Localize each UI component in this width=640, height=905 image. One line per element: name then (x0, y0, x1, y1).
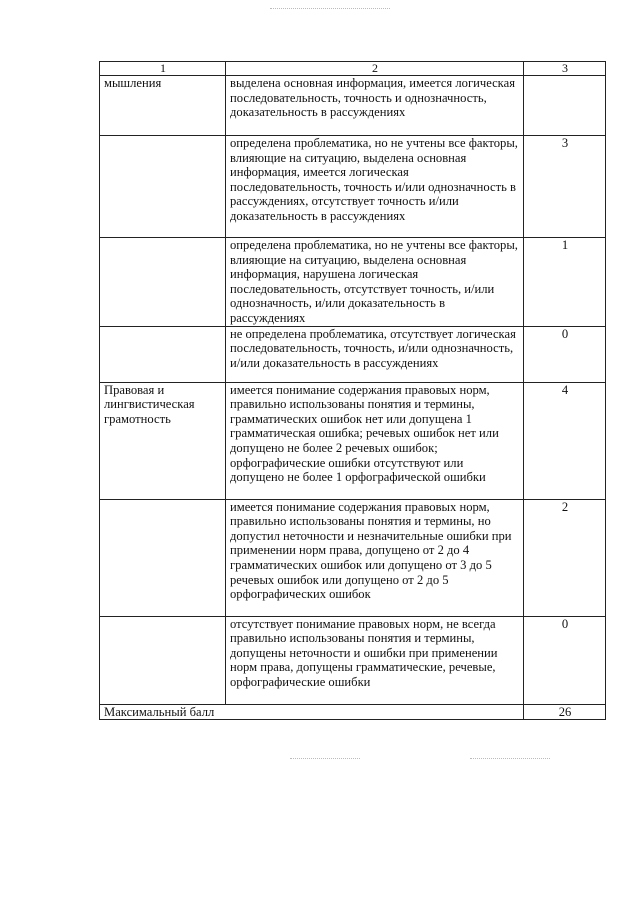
score-cell: 0 (524, 326, 606, 382)
header-column-1: 1 (100, 62, 226, 76)
criterion-cell: мышления (100, 76, 226, 136)
criterion-cell-continued (100, 616, 226, 704)
total-row (100, 704, 606, 719)
score-cell: 2 (524, 499, 606, 616)
score-cell: 1 (524, 238, 606, 327)
description-cell: не определена проблематика, отсутствует логическая последовательность, точность, и/или однозначность, и/или доказательность в рассуждениях (226, 326, 524, 382)
score-cell (524, 76, 606, 136)
table-row (100, 326, 606, 382)
table-row (100, 616, 606, 704)
assessment-rubric-table (99, 61, 606, 720)
scan-artifact (470, 758, 550, 760)
criterion-cell-continued (100, 499, 226, 616)
table-row (100, 382, 606, 499)
header-column-2: 2 (226, 62, 524, 76)
score-cell: 3 (524, 136, 606, 238)
score-cell: 0 (524, 616, 606, 704)
table-row (100, 76, 606, 136)
description-cell: определена проблематика, но не учтены все факторы, влияющие на ситуацию, выделена основная информация, имеется логическая последовательность, точность и/или однозначность в рассуждениях, отсутствует точность и/или доказательность в рассуждениях (226, 136, 524, 238)
criterion-cell-continued (100, 238, 226, 327)
total-label: Максимальный балл (100, 704, 524, 719)
description-cell: отсутствует понимание правовых норм, не всегда правильно использованы понятия и термины, допущены неточности и ошибки при применении норм права, допущены грамматические, речевые, орфографические ошибки (226, 616, 524, 704)
scan-artifact (270, 8, 390, 10)
total-value: 26 (524, 704, 606, 719)
table-row (100, 499, 606, 616)
criterion-cell-continued (100, 136, 226, 238)
table-row (100, 136, 606, 238)
description-cell: имеется понимание содержания правовых норм, правильно использованы понятия и термины, но допустил неточности и незначительные ошибки при применении норм права, допущено от 2 до 4 грамматических ошибок или допущено от 3 до 5 речевых ошибок или допущено от 2 до 5 орфографических ошибок (226, 499, 524, 616)
description-cell: выделена основная информация, имеется логическая последовательность, точность и однозначность, доказательность в рассуждениях (226, 76, 524, 136)
table-header-row (100, 62, 606, 76)
criterion-cell-continued (100, 326, 226, 382)
header-column-3: 3 (524, 62, 606, 76)
description-cell: определена проблематика, но не учтены все факторы, влияющие на ситуацию, выделена основная информация, нарушена логическая последовательность, отсутствует точность, и/или однозначность, и/или доказательность в рассуждениях (226, 238, 524, 327)
table-row (100, 238, 606, 327)
scan-artifact (290, 758, 360, 760)
criterion-cell: Правовая и лингвистическая грамотность (100, 382, 226, 499)
description-cell: имеется понимание содержания правовых норм, правильно использованы понятия и термины, грамматических ошибок нет или допущена 1 грамматическая ошибка; речевых ошибок нет или допущено не более 2 речевых ошибок; орфографические ошибки отсутствуют или допущено не более 1 орфографической ошибки (226, 382, 524, 499)
score-cell: 4 (524, 382, 606, 499)
